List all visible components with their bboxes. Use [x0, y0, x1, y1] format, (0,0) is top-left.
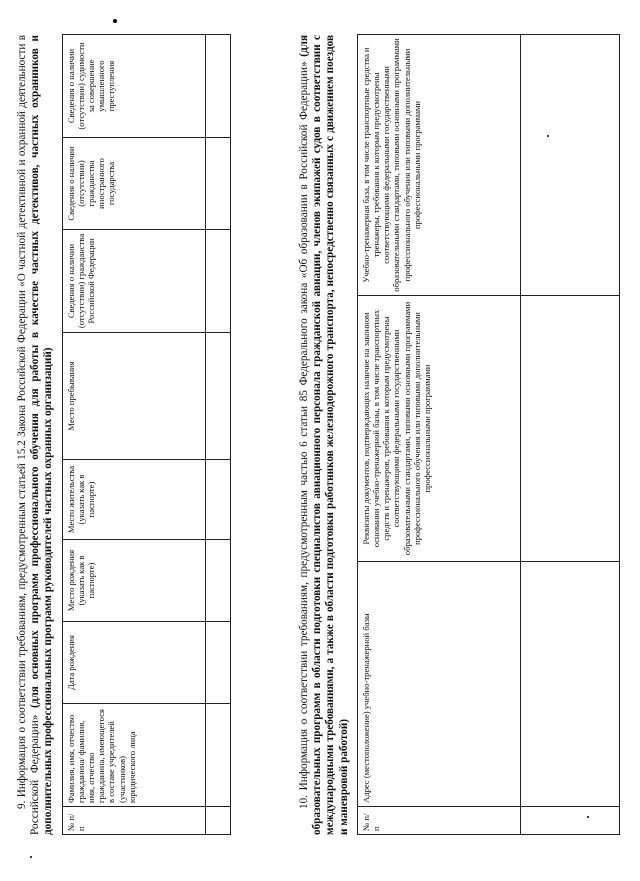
section-10-header-row — [357, 35, 520, 835]
column-header: Место жительства (указать как в паспорте) — [62, 460, 205, 540]
table-cell — [205, 138, 230, 230]
column-header: Дата рождения — [62, 622, 205, 704]
table-cell — [520, 296, 619, 562]
column-header: Место пребывания — [62, 333, 205, 460]
section-10-heading-bold: (для образовательных программ в области подготовки специалистов авиационного персонала гражданской авиации, членов экипажей судов в соответствии с международными требованиями, а также в области подготовки работников железнодорожного транспорта, непосредственно связанных с движением поездов и маневровой работой) — [298, 35, 350, 835]
table-cell — [520, 35, 619, 296]
section-9-empty-row — [205, 35, 230, 835]
section-10 — [298, 35, 620, 835]
column-header: Реквизиты документов, подтверждающих наличие на законном основании учебно-тренажерной базы, в том числе транспортных средств и тренажеров, требования к которым предусмотрены соответствующими федеральными государственными образовательными стандартами, типовыми основными программами профессионального обучения или типовыми дополнительными профессиональными программами — [357, 296, 520, 562]
column-header: Адрес (местоположение) учебно-тренажерной базы — [357, 562, 520, 807]
section-9 — [16, 35, 231, 835]
table-cell — [205, 622, 230, 704]
table-cell — [520, 562, 619, 807]
table-cell — [205, 230, 230, 333]
scan-speck — [30, 856, 32, 858]
column-header: Учебно-тренажерная база, в том числе транспортные средства и тренажеры, требования к которым предусмотрены соответствующими федеральными государственными образовательными стандартами, типовыми основными программами профессионального обучения или типовыми дополнительными профессиональными программами — [357, 35, 520, 296]
column-header: Место рождения (указать как в паспорте) — [62, 540, 205, 622]
scan-speck — [113, 19, 117, 23]
section-10-table — [357, 34, 620, 835]
table-cell — [205, 540, 230, 622]
section-10-heading — [298, 35, 351, 835]
section-10-empty-row — [520, 35, 619, 835]
table-cell — [205, 35, 230, 138]
scan-speck — [587, 816, 589, 818]
section-9-heading — [16, 35, 56, 835]
table-cell — [205, 704, 230, 807]
column-header: № п/п — [62, 807, 205, 835]
column-header: Фамилия, имя, отчество гражданина/ фамилия, имя, отчество гражданина, имеющегося в составе учредителей (участников) юридического лица — [62, 704, 205, 807]
column-header: Сведения о наличии (отсутствии) гражданства иностранного государства — [62, 138, 205, 230]
section-9-header-row — [62, 35, 205, 835]
section-9-heading-bold: (для основных программ профессионального обучения для работы в качестве частных детективов, частных охранников и дополнительных профессиональных программ руководителей частных охранных организаций) — [29, 35, 55, 835]
column-header: № п/п — [357, 807, 520, 835]
scan-speck — [547, 135, 549, 137]
section-10-heading-text: 10. Информация о соответствии требованиям, предусмотренным частью 6 статьи 85 Федерального закона «Об образовании в Российской Федерации» — [298, 56, 310, 809]
table-cell — [520, 807, 619, 835]
table-cell — [205, 460, 230, 540]
table-cell — [205, 333, 230, 460]
table-cell — [205, 807, 230, 835]
column-header: Сведения о наличии (отсутствии) судимости за совершение умышленного преступления — [62, 35, 205, 138]
section-9-table — [62, 34, 231, 835]
column-header: Сведения о наличии (отсутствии) гражданства Российской Федерации — [62, 230, 205, 333]
section-9-heading-text: 9. Информация о соответствии требованиям, предусмотренным статьей 15.2 Закона Российской Федерации «О частной детективной и охранной деятельности в Российской Федерации» — [16, 35, 42, 835]
